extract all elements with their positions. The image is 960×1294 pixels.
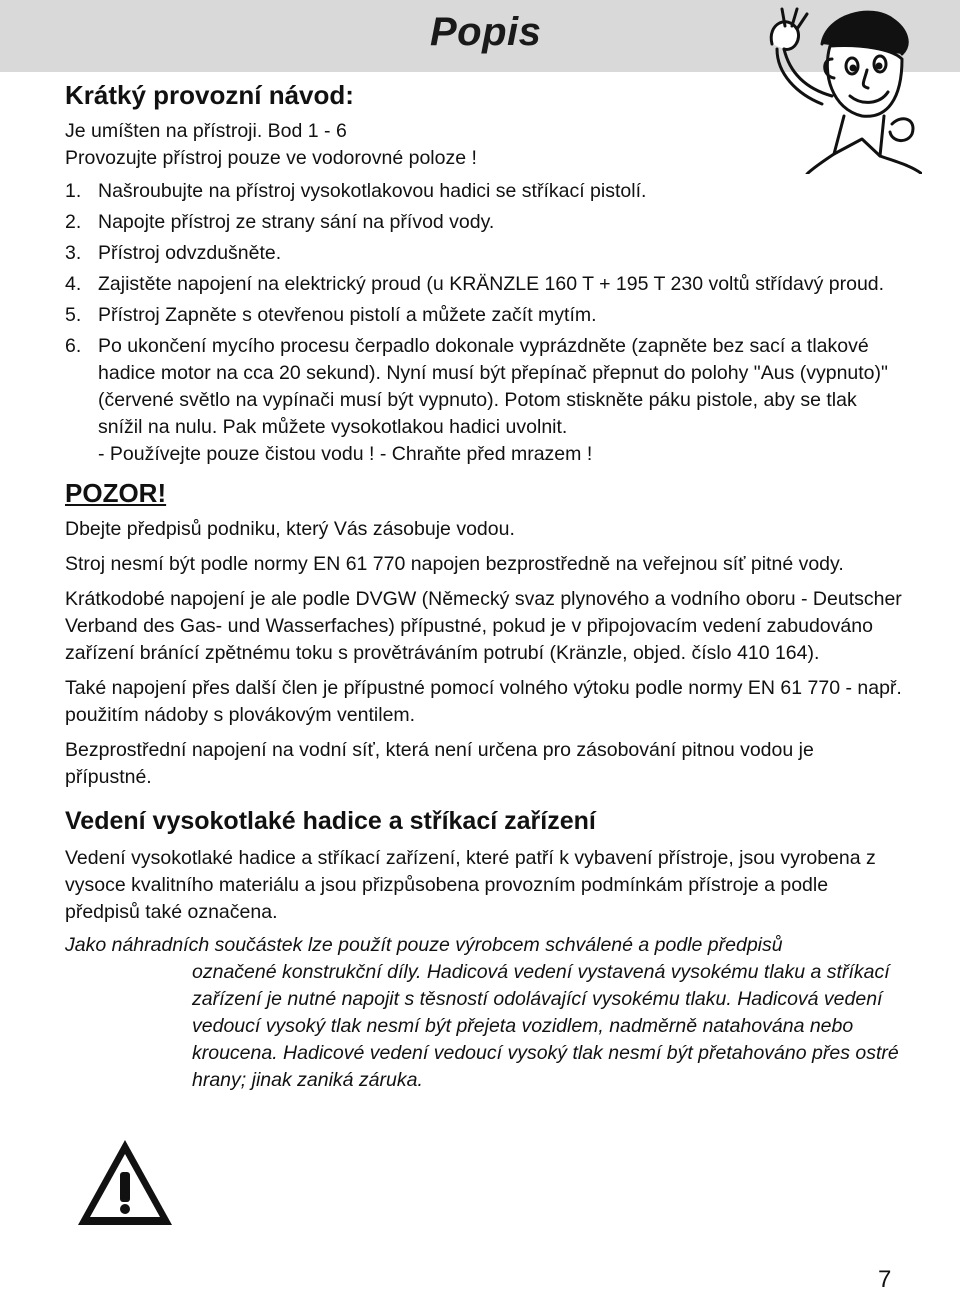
step-text: Přístroj odvzdušněte. bbox=[98, 242, 282, 264]
main-content bbox=[65, 78, 905, 1094]
step-text: Zajistěte napojení na elektrický proud (u KRÄNZLE 160 T + 195 T 230 voltů střídavý proud. bbox=[98, 273, 885, 295]
paragraph: Stroj nesmí být podle normy EN 61 770 napojen bezprostředně na veřejnou síť pitné vody. bbox=[65, 553, 844, 575]
warning-heading: POZOR! bbox=[65, 478, 167, 508]
step-text: Přístroj Zapněte s otevřenou pistolí a můžete začít mytím. bbox=[98, 304, 597, 326]
section-heading-quick-guide: Krátký provozní návod: bbox=[65, 80, 354, 110]
step-number: 3. bbox=[65, 242, 82, 264]
step-number: 2. bbox=[65, 211, 82, 233]
italic-paragraph-block: označené konstrukční díly. Hadicová vedení vystavená vysokému tlaku a stříkací zařízení je nutné napojit s těsností odolávající vysokému tlaku. Hadicová vedení vedoucí vysoký tlak nesmí být přejeta vozidlem, nadměrně natahována nebo kroucena. Hadicové vedení vedoucí vysoký tlak nesmí být přetahováno přes ostré hrany; jinak zaniká záruka. bbox=[192, 961, 899, 1091]
paragraph: Také napojení přes další člen je přípustné pomocí volného výtoku podle normy EN 61 770 - např. použitím nádoby s plovákovým ventilem. bbox=[65, 677, 902, 726]
paragraph: Vedení vysokotlaké hadice a stříkací zařízení, které patří k vybavení přístroje, jsou vyrobena z vysoce kvalitního materiálu a jsou přizpůsobena provozním podmínkám přístroje a podle předpisů také označena. bbox=[65, 847, 876, 923]
list-item bbox=[65, 333, 905, 468]
intro-line-2: Provozujte přístroj pouze ve vodorovné poloze ! bbox=[65, 147, 477, 169]
list-item bbox=[65, 209, 905, 236]
paragraph: Dbejte předpisů podniku, který Vás zásobuje vodou. bbox=[65, 518, 515, 540]
step-number: 1. bbox=[65, 180, 82, 202]
paragraph: Bezprostřední napojení na vodní síť, která není určena pro zásobování pitnou vodou je přípustné. bbox=[65, 739, 814, 788]
list-item bbox=[65, 302, 905, 329]
list-item bbox=[65, 240, 905, 267]
step-number: 6. bbox=[65, 335, 82, 357]
italic-paragraph-lead: Jako náhradních součástek lze použít pouze výrobcem schválené a podle předpisů bbox=[65, 934, 783, 956]
list-item bbox=[65, 271, 905, 298]
step-number: 4. bbox=[65, 273, 82, 295]
step-text: Po ukončení mycího procesu čerpadlo dokonale vyprázdněte (zapněte bez sací a tlakové hadice motor na cca 20 sekund). Nyní musí být přepínač přepnut do polohy "Aus (vypnuto)" (červené světlo na vypínači musí být vypnuto). Potom stiskněte páku pistole, aby se tlak snížil na nulu. Pak můžete vysokotlakou hadici uvolnit. bbox=[98, 335, 888, 438]
paragraph: Krátkodobé napojení je ale podle DVGW (Německý svaz plynového a vodního oboru - Deutscher Verband des Gas- und Wasserfaches) přípustné, pokud je v připojovacím vedení zabudováno zařízení bránící zpětnému toku s provětráváním potrubí (Kränzle, objed. číslo 410 164). bbox=[65, 588, 902, 664]
page-number: 7 bbox=[878, 1266, 892, 1293]
steps-list bbox=[65, 178, 905, 468]
step-text: Napojte přístroj ze strany sání na přívod vody. bbox=[98, 211, 495, 233]
warning-triangle-icon bbox=[75, 1137, 175, 1229]
list-item bbox=[65, 178, 905, 205]
step-number: 5. bbox=[65, 304, 82, 326]
page-title: Popis bbox=[430, 10, 542, 54]
step-text: Našroubujte na přístroj vysokotlakovou hadici se stříkací pistolí. bbox=[98, 180, 647, 202]
section-heading-hoses: Vedení vysokotlaké hadice a stříkací zařízení bbox=[65, 807, 596, 835]
step-extra-text: - Používejte pouze čistou vodu ! - Chraňte před mrazem ! bbox=[98, 443, 593, 465]
intro-line-1: Je umíšten na přístroji. Bod 1 - 6 bbox=[65, 120, 347, 142]
